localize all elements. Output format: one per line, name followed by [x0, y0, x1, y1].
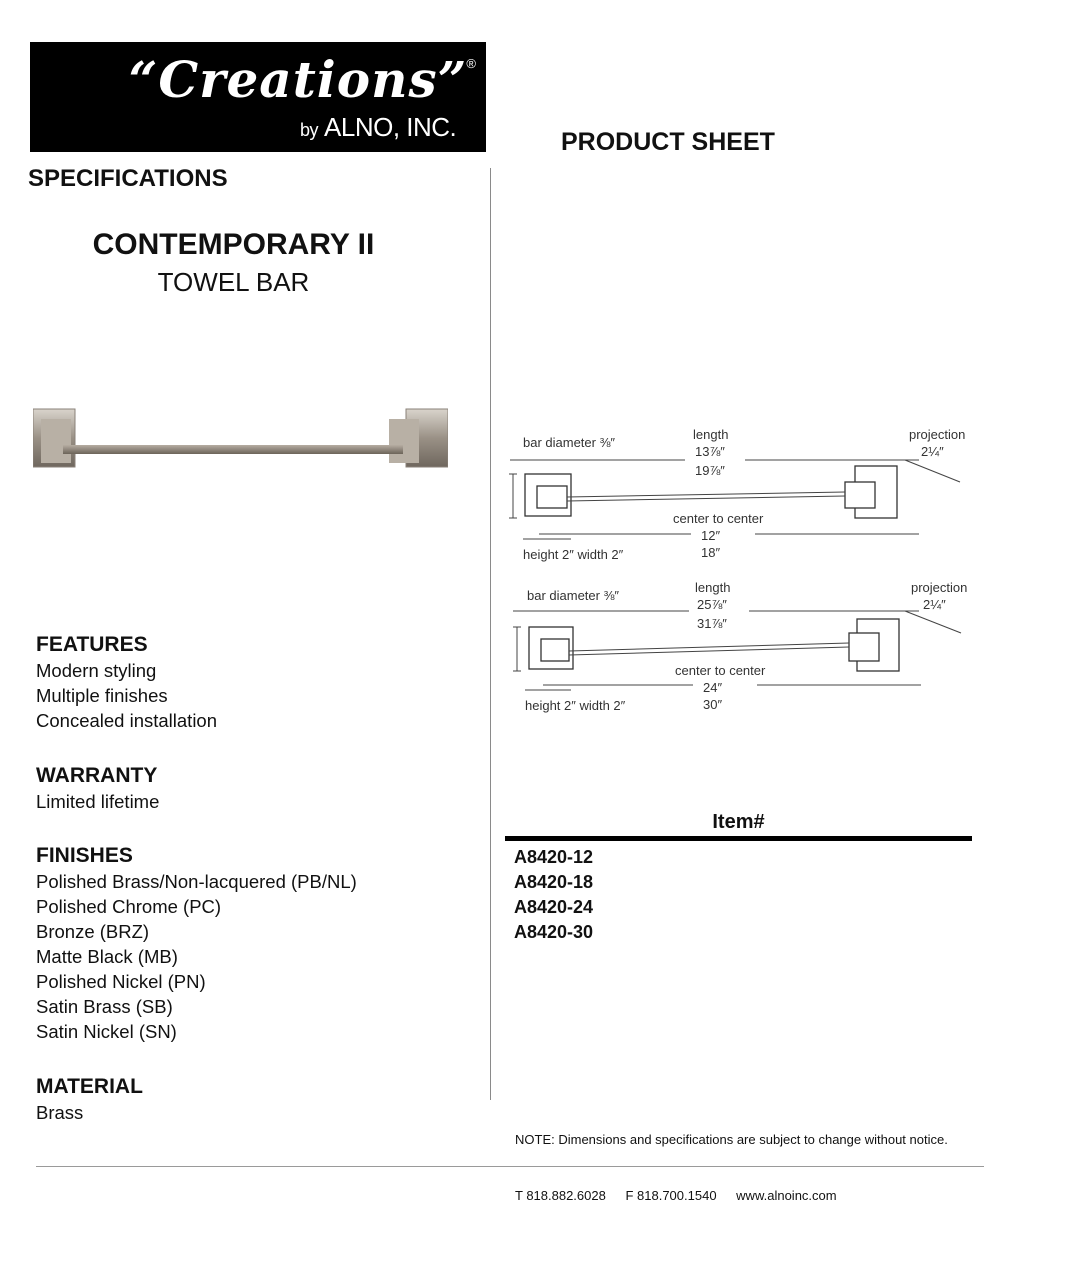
finish-item: Bronze (BRZ): [36, 921, 150, 942]
features-section: [36, 632, 217, 733]
length-value: 19⅞″: [695, 463, 725, 478]
warranty-item: Limited lifetime: [36, 791, 160, 812]
finish-item: Satin Nickel (SN): [36, 1021, 177, 1042]
dimension-diagram-short: [505, 422, 975, 572]
towel-bar-image: [33, 405, 448, 475]
item-number-header: Item#: [712, 811, 765, 833]
center-value: 12″: [701, 528, 721, 543]
features-title: FEATURES: [36, 633, 148, 656]
item-number-list: [514, 845, 593, 945]
feature-item: Modern styling: [36, 660, 157, 681]
finish-item: Polished Chrome (PC): [36, 896, 222, 917]
material-item: Brass: [36, 1102, 84, 1123]
item-number: A8420-30: [514, 922, 594, 942]
product-type: TOWEL BAR: [157, 267, 310, 297]
product-name: CONTEMPORARY II: [92, 228, 375, 261]
length-value: 13⅞″: [695, 444, 725, 459]
dimension-diagram-long: [505, 575, 975, 725]
projection-label: projection: [909, 427, 966, 442]
projection-value: 2¼″: [921, 444, 944, 459]
projection-label: projection: [911, 580, 968, 595]
center-label: center to center: [673, 511, 764, 526]
specifications-title: SPECIFICATIONS: [28, 165, 228, 192]
finish-item: Satin Brass (SB): [36, 996, 173, 1017]
vertical-divider: [490, 168, 491, 1100]
contact-info: [515, 1188, 853, 1203]
material-title: MATERIAL: [36, 1075, 143, 1098]
brand-logo: [30, 42, 486, 152]
logo-by: by: [300, 120, 319, 140]
logo-registered-mark: ®: [466, 56, 476, 71]
warranty-section: [36, 763, 159, 814]
length-value: 25⅞″: [697, 597, 727, 612]
website-link[interactable]: www.alnoinc.com: [736, 1188, 837, 1203]
logo-script: “Creations”: [128, 50, 468, 109]
disclaimer-note: NOTE: Dimensions and specifications are subject to change without notice.: [515, 1132, 948, 1147]
center-value: 24″: [703, 680, 723, 695]
finishes-section: [36, 843, 357, 1044]
fax-number: F 818.700.1540: [625, 1188, 717, 1203]
feature-item: Multiple finishes: [36, 685, 168, 706]
item-header-rule: [505, 836, 972, 841]
logo-company-name: ALNO, INC.: [324, 112, 457, 142]
warranty-title: WARRANTY: [36, 764, 158, 787]
product-sheet-title: PRODUCT SHEET: [561, 128, 775, 156]
item-number: A8420-18: [514, 872, 594, 892]
phone-number: T 818.882.6028: [515, 1188, 606, 1203]
size-label: height 2″ width 2″: [525, 698, 626, 713]
finish-item: Polished Brass/Non-lacquered (PB/NL): [36, 871, 357, 892]
size-label: height 2″ width 2″: [523, 547, 624, 562]
feature-item: Concealed installation: [36, 710, 218, 731]
center-label: center to center: [675, 663, 766, 678]
finish-item: Polished Nickel (PN): [36, 971, 206, 992]
projection-value: 2¼″: [923, 597, 946, 612]
finishes-title: FINISHES: [36, 844, 133, 867]
bar-diameter-label: bar diameter ⅜″: [527, 588, 620, 603]
item-number: A8420-12: [514, 847, 594, 867]
length-label: length: [693, 427, 729, 442]
logo-company: [300, 112, 456, 143]
bar-diameter-label: bar diameter ⅜″: [523, 435, 616, 450]
material-section: [36, 1074, 143, 1125]
length-label: length: [695, 580, 731, 595]
item-number: A8420-24: [514, 897, 594, 917]
length-value: 31⅞″: [697, 616, 727, 631]
center-value: 30″: [703, 697, 723, 712]
center-value: 18″: [701, 545, 721, 560]
finish-item: Matte Black (MB): [36, 946, 178, 967]
footer-divider: [36, 1166, 984, 1167]
